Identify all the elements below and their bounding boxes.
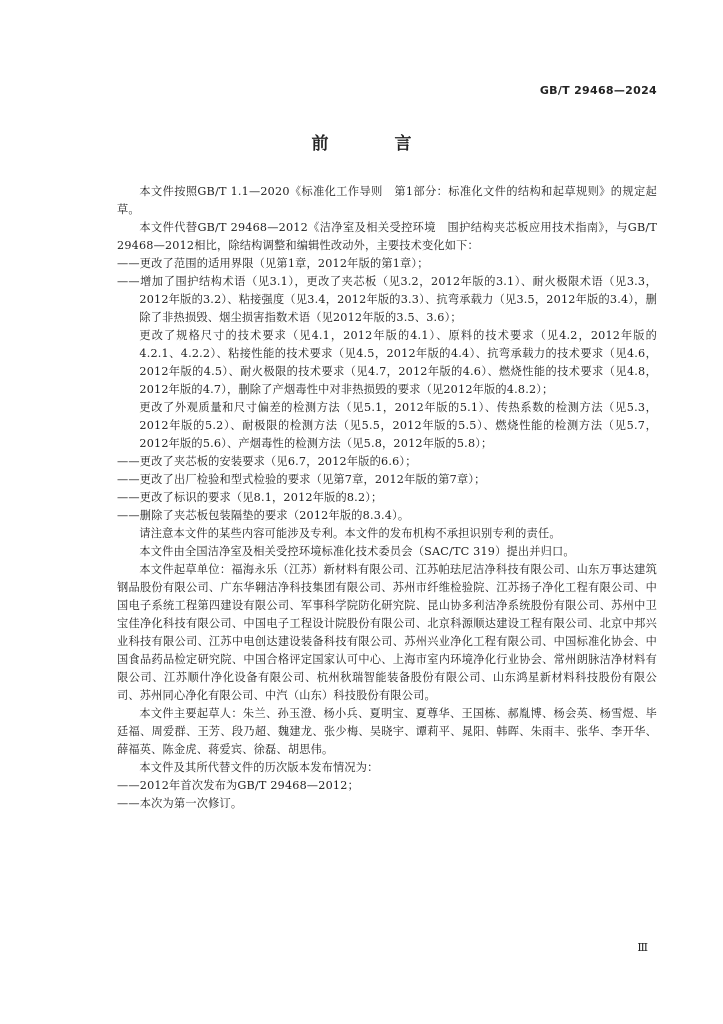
changes-list [117,255,657,525]
foreword-body [117,183,657,813]
change-item: ——更改了夹芯板的安装要求（见6.7，2012年版的6.6）； [117,455,417,468]
paragraph-replacement: 本文件代替GB/T 29468—2012《洁净室及相关受控环境 围护结构夹芯板应用技术指南》，与GB/T 29468—2012相比，除结构调整和编辑性改动外，主要技术变化如下： [117,221,657,252]
paragraph-history-intro: 本文件及其所代替文件的历次版本发布情况为： [139,761,379,774]
change-item: ——增加了围护结构术语（见3.1），更改了夹芯板（见3.2，2012年版的3.1）、耐火极限术语（见3.3，2012年版的3.2）、粘接强度（见3.4，2012年版的3.3）、抗弯承载力（见3.5，2012年版的3.4），删除了非热损毁、烟尘损害指数术语（见2012年版的3.5、3.6）； [117,275,657,324]
paragraph-drafting-rules: 本文件按照GB/T 1.1—2020《标准化工作导则 第1部分：标准化文件的结构和起草规则》的规定起草。 [117,185,657,216]
page-title: 前 言 [311,134,442,154]
paragraph-patent-notice: 请注意本文件的某些内容可能涉及专利。本文件的发布机构不承担识别专利的责任。 [139,527,561,540]
history-list [117,777,657,813]
paragraph-committee: 本文件由全国洁净室及相关受控环境标准化技术委员会（SAC/TC 319）提出并归口。 [139,545,575,558]
change-item: ——更改了标识的要求（见8.1，2012年版的8.2）； [117,491,383,504]
paragraph-drafters: 本文件主要起草人：朱兰、孙玉澄、杨小兵、夏明宝、夏尊华、王国栋、郝胤博、杨会英、杨雪煜、毕廷福、周爱群、王芳、段乃超、魏建龙、张少梅、吴晓宇、谭莉平、晁阳、韩晖、朱雨丰、张华、李开华、薛福英、陈金虎、蒋爱宾、徐磊、胡思伟。 [117,707,657,756]
page-number: Ⅲ [637,941,648,954]
change-item: 更改了外观质量和尺寸偏差的检测方法（见5.1，2012年版的5.1）、传热系数的检测方法（见5.3，2012年版的5.2）、耐极限的检测方法（见5.5，2012年版的5.5）、燃烧性能的检测方法（见5.7，2012年版的5.6）、产烟毒性的检测方法（见5.8，2012年版的5.8）； [139,401,657,450]
change-item: ——更改了出厂检验和型式检验的要求（见第7章，2012年版的第7章）； [117,473,486,486]
history-item: ——2012年首次发布为GB/T 29468—2012； [117,779,359,792]
standard-number: GB/T 29468—2024 [539,84,657,97]
paragraph-drafting-units: 本文件起草单位：福海永乐（江苏）新材料有限公司、江苏帕珐尼洁净科技有限公司、山东万事达建筑钢品股份有限公司、广东华翱洁净科技集团有限公司、苏州市纤维检验院、江苏扬子净化工程有限公司、中国电子系统工程第四建设有限公司、军事科学院防化研究院、昆山协多利洁净系统股份有限公司、苏州中卫宝佳净化科技有限公司、中国电子工程设计院股份有限公司、北京科源顺达建设工程有限公司、北京中邦兴业科技有限公司、江苏中电创达建设装备科技有限公司、苏州兴业净化工程有限公司、中国标准化协会、中国食品药品检定研究院、中国合格评定国家认可中心、上海市室内环境净化行业协会、常州朗脉洁净材料有限公司、江苏顺什净化设备有限公司、杭州秋瑞智能装备股份有限公司、山东鸿星新材料科技股份有限公司、苏州同心净化有限公司、中汽（山东）科技股份有限公司。 [117,563,657,702]
change-item: 更改了规格尺寸的技术要求（见4.1，2012年版的4.1）、原料的技术要求（见4.2，2012年版的4.2.1、4.2.2）、粘接性能的技术要求（见4.5，2012年版的4.4）、抗弯承载力的技术要求（见4.6，2012年版的4.5）、耐火极限的技术要求（见4.7，2012年版的4.6）、燃烧性能的技术要求（见4.8，2012年版的4.7），删除了产烟毒性中对非热损毁的要求（见2012年版的4.8.2）； [139,329,657,396]
change-item: ——删除了夹芯板包装隔垫的要求（2012年版的8.3.4）。 [117,509,410,522]
change-item: ——更改了范围的适用界限（见第1章，2012年版的第1章）； [117,257,429,270]
history-item: ——本次为第一次修订。 [117,797,243,810]
